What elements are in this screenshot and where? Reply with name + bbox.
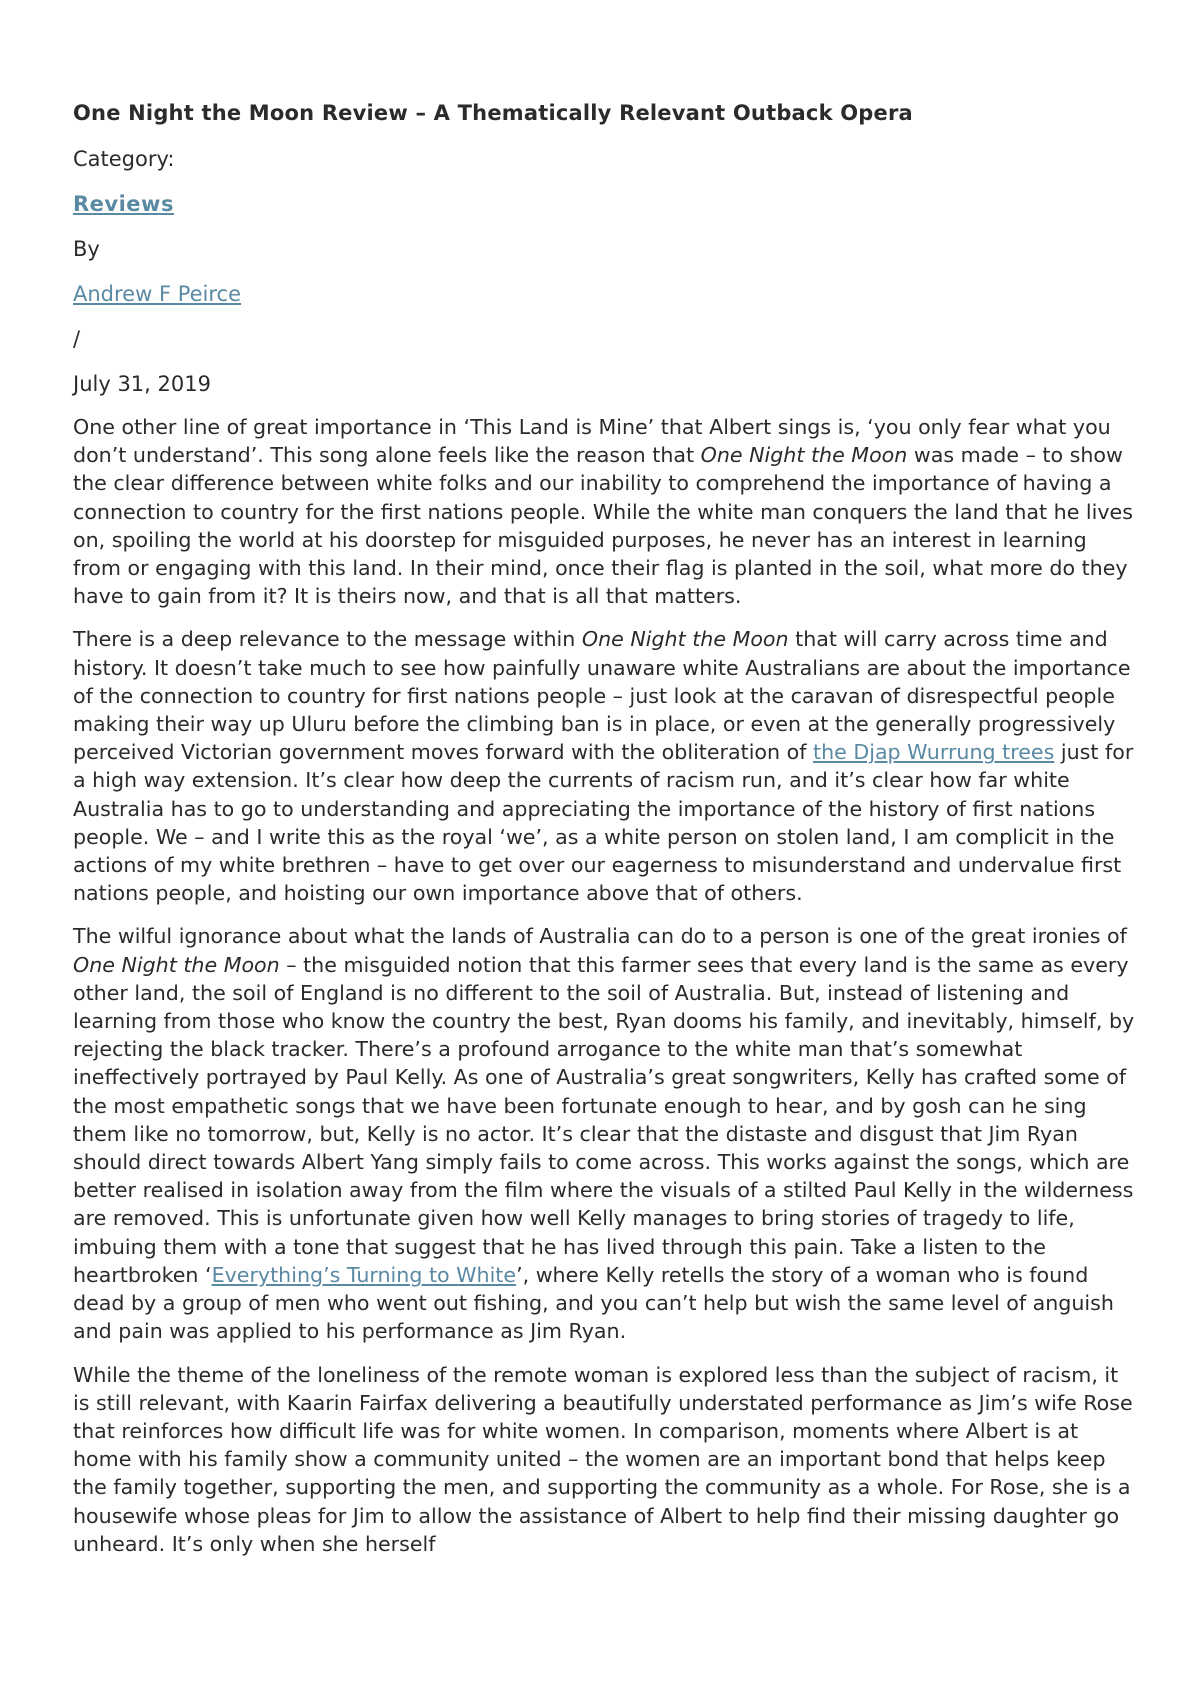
article [73, 96, 1135, 1573]
category-label: Category: [73, 147, 175, 171]
everythings-turning-to-white-link[interactable]: Everything’s Turning to White [211, 1262, 517, 1287]
paragraph-1: One other line of great importance in ‘This Land is Mine’ that Albert sings is, ‘you only fear what you don’t understand’. This song alone feels like the reason that One Night the Moon was made – to show the clear difference between white folks and our inability to comprehend the importance of having a connection to country for the first nations people. While the white man conquers the land that he lives on, spoiling the world at his doorstep for misguided purposes, he never has an interest in learning from or engaging with this land. In their mind, once their flag is planted in the soil, what more do they have to gain from it? It is theirs now, and that is all that matters. [73, 415, 1133, 609]
article-title: One Night the Moon Review – A Thematically Relevant Outback Opera [73, 101, 913, 125]
djap-wurrung-trees-link[interactable]: the Djap Wurrung trees [813, 740, 1055, 765]
author-link[interactable]: Andrew F Peirce [73, 282, 242, 306]
category-link-reviews[interactable]: Reviews [73, 192, 174, 216]
meta-separator: / [73, 327, 81, 351]
by-label: By [73, 237, 100, 261]
paragraph-2: There is a deep relevance to the message within One Night the Moon that will carry across time and history. It doesn’t take much to see how painfully unaware white Australians are about the importance of the connection to country for first nations people – just look at the caravan of disrespectful people making their way up Uluru before the climbing ban is in place, or even at the generally progressively perceived Victorian government moves forward with the obliteration of the Djap Wurrung trees just for a high way extension. It’s clear how deep the currents of racism run, and it’s clear how far white Australia has to go to understanding and appreciating the importance of the history of first nations people. We – and I write this as the royal ‘we’, as a white person on stolen land, I am complicit in the actions of my white brethren – have to get over our eagerness to misunderstand and undervalue first nations people, and hoisting our own importance above that of others. [73, 627, 1134, 906]
publish-date: July 31, 2019 [73, 372, 211, 396]
paragraph-3: The wilful ignorance about what the lands of Australia can do to a person is one of the great ironies of One Night the Moon – the misguided notion that this farmer sees that every land is the same as every other land, the soil of England is no different to the soil of Australia. But, instead of listening and learning from those who know the country the best, Ryan dooms his family, and inevitably, himself, by rejecting the black tracker. There’s a profound arrogance to the white man that’s somewhat ineffectively portrayed by Paul Kelly. As one of Australia’s great songwriters, Kelly has crafted some of the most empathetic songs that we have been fortunate enough to hear, and by gosh can he sing them like no tomorrow, but, Kelly is no actor. It’s clear that the distaste and disgust that Jim Ryan should direct towards Albert Yang simply fails to come across. This works against the songs, which are better realised in isolation away from the film where the visuals of a stilted Paul Kelly in the wilderness are removed. This is unfortunate given how well Kelly manages to bring stories of tragedy to life, imbuing them with a tone that suggest that he has lived through this pain. Take a listen to the heartbroken ‘Everything’s Turning to White’, where Kelly retells the story of a woman who is found dead by a group of men who went out fishing, and you can’t help but wish the same level of anguish and pain was applied to his performance as Jim Ryan. [73, 924, 1135, 1344]
paragraph-4: While the theme of the loneliness of the remote woman is explored less than the subject of racism, it is still relevant, with Kaarin Fairfax delivering a beautifully understated performance as Jim’s wife Rose that reinforces how difficult life was for white women. In comparison, moments where Albert is at home with his family show a community united – the women are an important bond that helps keep the family together, supporting the men, and supporting the community as a whole. For Rose, she is a housewife whose pleas for Jim to allow the assistance of Albert to help find their missing daughter go unheard. It’s only when she herself [73, 1362, 1133, 1556]
